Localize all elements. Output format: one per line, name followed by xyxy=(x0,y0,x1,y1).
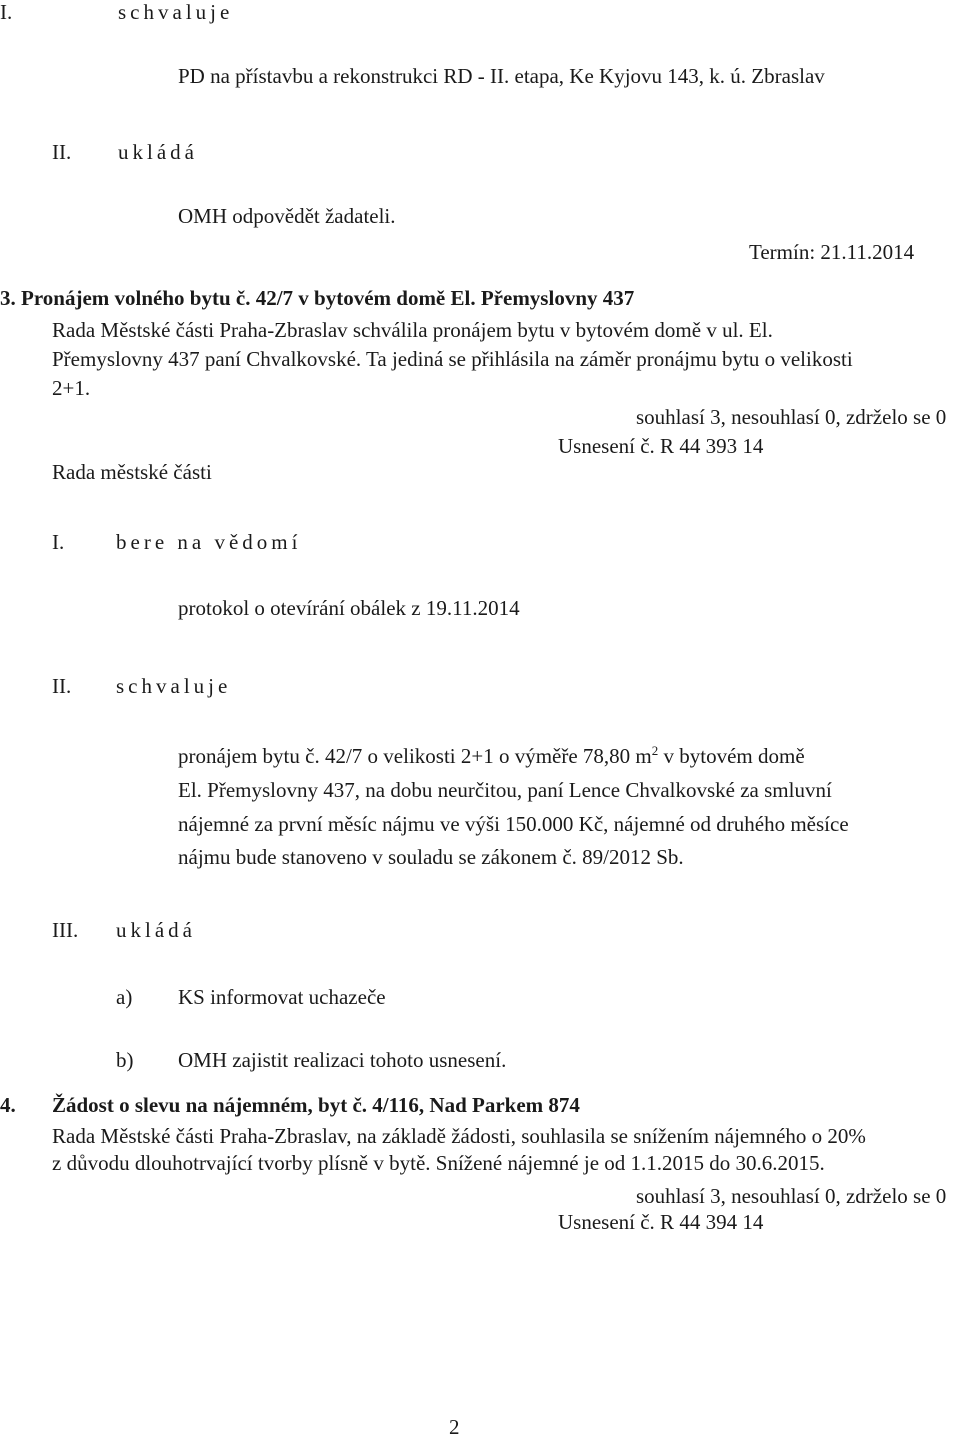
item-number: 4. xyxy=(0,1093,16,1117)
item-heading: Žádost o slevu na nájemném, byt č. 4/116, Nad Parkem 874 xyxy=(52,1093,580,1117)
council-label: Rada městské části xyxy=(52,460,212,484)
page-number: 2 xyxy=(449,1415,460,1439)
decision-verb-orders: ukládá xyxy=(116,918,196,942)
vote-result: souhlasí 3, nesouhlasí 0, zdrželo se 0 xyxy=(636,1184,947,1208)
list-item: KS informovat uchazeče xyxy=(178,985,386,1009)
paragraph-line: z důvodu dlouhotrvající tvorby plísně v bytě. Snížené nájemné je od 1.1.2015 do 30.6.2015. xyxy=(52,1151,825,1175)
list-label: a) xyxy=(116,985,133,1009)
decision-text: OMH odpovědět žadateli. xyxy=(178,204,396,228)
roman-numeral-iii: III. xyxy=(52,918,79,942)
resolution-number: Usnesení č. R 44 393 14 xyxy=(558,434,764,458)
paragraph-line: 2+1. xyxy=(52,376,91,400)
decision-text-part: v bytovém domě xyxy=(658,744,805,768)
vote-result: souhlasí 3, nesouhlasí 0, zdrželo se 0 xyxy=(636,405,947,429)
decision-text-line: nájemné za první měsíc nájmu ve výši 150.000 Kč, nájemné od druhého měsíce xyxy=(178,812,849,836)
deadline: Termín: 21.11.2014 xyxy=(749,240,915,264)
decision-text-part: pronájem bytu č. 42/7 o velikosti 2+1 o výměře 78,80 m xyxy=(178,744,652,768)
decision-verb-orders: ukládá xyxy=(118,140,198,164)
decision-text-line xyxy=(178,743,805,768)
roman-numeral-i: I. xyxy=(0,0,13,24)
paragraph-line: Rada Městské části Praha-Zbraslav schválila pronájem bytu v bytovém domě v ul. El. xyxy=(52,318,773,342)
superscript-2: 2 xyxy=(651,743,659,758)
decision-text: protokol o otevírání obálek z 19.11.2014 xyxy=(178,596,520,620)
decision-verb-approves: schvaluje xyxy=(118,0,234,24)
decision-text-line: nájmu bude stanoveno v souladu se zákonem č. 89/2012 Sb. xyxy=(178,845,684,869)
list-label: b) xyxy=(116,1048,134,1072)
paragraph-line: Přemyslovny 437 paní Chvalkovské. Ta jediná se přihlásila na záměr pronájmu bytu o velikosti xyxy=(52,347,853,371)
decision-verb-approves: schvaluje xyxy=(116,674,232,698)
paragraph-line: Rada Městské části Praha-Zbraslav, na základě žádosti, souhlasila se snížením nájemného o 20% xyxy=(52,1124,866,1148)
item-heading: 3. Pronájem volného bytu č. 42/7 v bytovém domě El. Přemyslovny 437 xyxy=(0,286,635,310)
decision-verb-acknowledges: bere na vědomí xyxy=(116,530,302,554)
decision-text-line: El. Přemyslovny 437, na dobu neurčitou, paní Lence Chvalkovské za smluvní xyxy=(178,778,832,802)
roman-numeral-ii: II. xyxy=(52,140,72,164)
resolution-number: Usnesení č. R 44 394 14 xyxy=(558,1210,764,1234)
list-item: OMH zajistit realizaci tohoto usnesení. xyxy=(178,1048,507,1072)
decision-text: PD na přístavbu a rekonstrukci RD - II. etapa, Ke Kyjovu 143, k. ú. Zbraslav xyxy=(178,64,825,88)
roman-numeral-ii: II. xyxy=(52,674,72,698)
roman-numeral-i: I. xyxy=(52,530,65,554)
